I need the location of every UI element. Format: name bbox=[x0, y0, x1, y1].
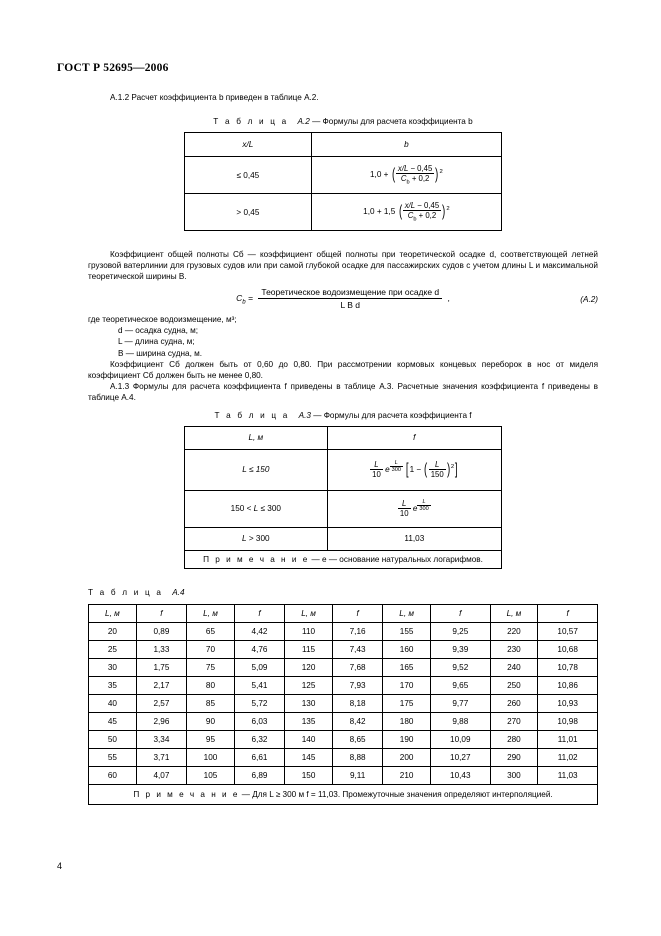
table-a3-header-f: f bbox=[327, 426, 501, 449]
cell: 7,93 bbox=[332, 676, 382, 694]
cell: 230 bbox=[490, 640, 538, 658]
table-a4-header-8: L, м bbox=[490, 604, 538, 622]
table-a2-formula-1: 1,0 + ( $\frac{x/L - 0,45}{C_b + 0,2}$ )$^2$ bbox=[311, 157, 501, 194]
paragraph-cb-range: Коэффициент Cб должен быть от 0,60 до 0,80. При рассмотрении кормовых концевых переборок в нос от миделя коэффициент Cб должен быть не менее 0,80. bbox=[88, 359, 598, 380]
cell: 190 bbox=[383, 730, 431, 748]
table-row bbox=[185, 194, 502, 231]
cell: 0,89 bbox=[136, 622, 186, 640]
cell: 220 bbox=[490, 622, 538, 640]
cell: 170 bbox=[383, 676, 431, 694]
cell: 60 bbox=[89, 766, 137, 784]
cell: 9,65 bbox=[431, 676, 490, 694]
cell: 10,57 bbox=[538, 622, 598, 640]
table-a3-value-3: 11,03 bbox=[327, 527, 501, 550]
cell: 140 bbox=[285, 730, 333, 748]
table-row bbox=[185, 157, 502, 194]
paragraph-where: где теоретическое водоизмещение, м³; bbox=[88, 315, 237, 325]
paragraph-a12: А.1.2 Расчет коэффициента b приведен в таблице А.2. bbox=[110, 93, 319, 102]
cell: 20 bbox=[89, 622, 137, 640]
table-row bbox=[89, 622, 598, 640]
table-a2-cond-2: > 0,45 bbox=[185, 194, 312, 231]
cell: 9,52 bbox=[431, 658, 490, 676]
table-a3-formula-2: $\frac{L}{10}$ e $^{\frac{L}{300}}$ bbox=[327, 490, 501, 527]
cell: 55 bbox=[89, 748, 137, 766]
cell: 9,25 bbox=[431, 622, 490, 640]
cell: 145 bbox=[285, 748, 333, 766]
table-a3-cond-2: 150 < L ≤ 300 bbox=[185, 490, 328, 527]
table-a4-header-7: f bbox=[431, 604, 490, 622]
table-a4 bbox=[88, 604, 598, 805]
table-a2-header-b: b bbox=[311, 133, 501, 157]
table-row bbox=[185, 490, 502, 527]
cell: 1,75 bbox=[136, 658, 186, 676]
cell: 110 bbox=[285, 622, 333, 640]
cell: 240 bbox=[490, 658, 538, 676]
table-a3-caption: Т а б л и ц а А.3 — Формулы для расчета коэффициента f bbox=[214, 410, 472, 420]
cell: 65 bbox=[187, 622, 235, 640]
cell: 200 bbox=[383, 748, 431, 766]
cell: 120 bbox=[285, 658, 333, 676]
cell: 150 bbox=[285, 766, 333, 784]
cell: 125 bbox=[285, 676, 333, 694]
table-row bbox=[89, 676, 598, 694]
cell: 105 bbox=[187, 766, 235, 784]
cell: 9,77 bbox=[431, 694, 490, 712]
table-row bbox=[89, 658, 598, 676]
table-a3-cond-1: L ≤ 150 bbox=[185, 449, 328, 490]
cell: 6,89 bbox=[234, 766, 284, 784]
cell: 10,09 bbox=[431, 730, 490, 748]
table-a2-cond-1: ≤ 0,45 bbox=[185, 157, 312, 194]
table-a4-header-6: L, м bbox=[383, 604, 431, 622]
cell: 2,57 bbox=[136, 694, 186, 712]
table-a2-formula-2: 1,0 + 1,5 ( $\frac{x/L - 0,45}{C_b + 0,2}$ )$^2$ bbox=[311, 194, 501, 231]
cell: 8,42 bbox=[332, 712, 382, 730]
table-row bbox=[185, 449, 502, 490]
table-row bbox=[89, 640, 598, 658]
cell: 35 bbox=[89, 676, 137, 694]
definition-B: B — ширина судна, м. bbox=[118, 348, 203, 358]
cell: 30 bbox=[89, 658, 137, 676]
cell: 4,07 bbox=[136, 766, 186, 784]
formula-a2-denominator: L B d bbox=[340, 300, 361, 311]
cell: 5,09 bbox=[234, 658, 284, 676]
paragraph-a13: А.1.3 Формулы для расчета коэффициента f приведены в таблице А.3. Расчетные значения коэффициента f приведены в таблице А.4. bbox=[88, 381, 598, 402]
table-a4-header-1: f bbox=[136, 604, 186, 622]
cell: 9,39 bbox=[431, 640, 490, 658]
table-row bbox=[89, 748, 598, 766]
cell: 50 bbox=[89, 730, 137, 748]
cell: 3,71 bbox=[136, 748, 186, 766]
table-a4-header-4: L, м bbox=[285, 604, 333, 622]
table-a3-header-L: L, м bbox=[185, 426, 328, 449]
cell: 10,68 bbox=[538, 640, 598, 658]
cell: 75 bbox=[187, 658, 235, 676]
formula-a2-numerator: Теоретическое водоизмещение при осадке d bbox=[258, 287, 442, 299]
cell: 290 bbox=[490, 748, 538, 766]
table-row bbox=[89, 766, 598, 784]
page-number: 4 bbox=[57, 861, 63, 871]
table-a3 bbox=[184, 426, 502, 569]
cell: 70 bbox=[187, 640, 235, 658]
table-a4-header-3: f bbox=[234, 604, 284, 622]
table-a4-header-5: f bbox=[332, 604, 382, 622]
cell: 165 bbox=[383, 658, 431, 676]
table-row bbox=[185, 133, 502, 157]
cell: 2,17 bbox=[136, 676, 186, 694]
cell: 155 bbox=[383, 622, 431, 640]
cell: 175 bbox=[383, 694, 431, 712]
cell: 45 bbox=[89, 712, 137, 730]
table-row bbox=[185, 527, 502, 550]
cell: 10,27 bbox=[431, 748, 490, 766]
cell: 10,78 bbox=[538, 658, 598, 676]
cell: 135 bbox=[285, 712, 333, 730]
cell: 5,41 bbox=[234, 676, 284, 694]
table-row bbox=[185, 550, 502, 568]
cell: 40 bbox=[89, 694, 137, 712]
table-a2 bbox=[184, 132, 502, 231]
cell: 180 bbox=[383, 712, 431, 730]
cell: 250 bbox=[490, 676, 538, 694]
table-a4-header-0: L, м bbox=[89, 604, 137, 622]
cell: 10,43 bbox=[431, 766, 490, 784]
cell: 10,93 bbox=[538, 694, 598, 712]
cell: 11,02 bbox=[538, 748, 598, 766]
table-a4-note: П р и м е ч а н и е — Для L ≥ 300 м f = 11,03. Промежуточные значения определяют интерполяцией. bbox=[89, 784, 598, 804]
table-row bbox=[89, 712, 598, 730]
cell: 25 bbox=[89, 640, 137, 658]
table-a4-caption: Т а б л и ц а А.4 bbox=[88, 587, 185, 597]
table-row bbox=[89, 604, 598, 622]
cell: 100 bbox=[187, 748, 235, 766]
cell: 85 bbox=[187, 694, 235, 712]
definition-L: L — длина судна, м; bbox=[118, 337, 195, 347]
table-row bbox=[89, 784, 598, 804]
formula-a2: $C_b$ = $\frac{\text{Теоретическое водоизмещение при осадке d}}{\text{L B d}}$ , (А.2) bbox=[236, 287, 598, 311]
page-content bbox=[88, 92, 598, 805]
cell: 7,43 bbox=[332, 640, 382, 658]
table-a4-header-9: f bbox=[538, 604, 598, 622]
cell: 11,03 bbox=[538, 766, 598, 784]
cell: 10,86 bbox=[538, 676, 598, 694]
cell: 1,33 bbox=[136, 640, 186, 658]
cell: 2,96 bbox=[136, 712, 186, 730]
page-header: ГОСТ Р 52695—2006 bbox=[57, 62, 169, 74]
table-a2-caption: Т а б л и ц а А.2 — Формулы для расчета коэффициента b bbox=[213, 117, 473, 127]
cell: 8,88 bbox=[332, 748, 382, 766]
cell: 8,18 bbox=[332, 694, 382, 712]
table-a3-cond-3: L > 300 bbox=[185, 527, 328, 550]
cell: 4,42 bbox=[234, 622, 284, 640]
cell: 210 bbox=[383, 766, 431, 784]
cell: 9,11 bbox=[332, 766, 382, 784]
cell: 4,76 bbox=[234, 640, 284, 658]
cell: 8,65 bbox=[332, 730, 382, 748]
table-a2-header-xl: x/L bbox=[185, 133, 312, 157]
cell: 11,01 bbox=[538, 730, 598, 748]
cell: 160 bbox=[383, 640, 431, 658]
cell: 90 bbox=[187, 712, 235, 730]
cell: 6,61 bbox=[234, 748, 284, 766]
cell: 95 bbox=[187, 730, 235, 748]
cell: 7,16 bbox=[332, 622, 382, 640]
cell: 270 bbox=[490, 712, 538, 730]
cell: 3,34 bbox=[136, 730, 186, 748]
cell: 130 bbox=[285, 694, 333, 712]
formula-a2-number: (А.2) bbox=[580, 295, 598, 305]
cell: 115 bbox=[285, 640, 333, 658]
table-a4-header-2: L, м bbox=[187, 604, 235, 622]
cell: 10,98 bbox=[538, 712, 598, 730]
cell: 5,72 bbox=[234, 694, 284, 712]
cell: 9,88 bbox=[431, 712, 490, 730]
table-a3-note: П р и м е ч а н и е — e — основание натуральных логарифмов. bbox=[185, 550, 502, 568]
definition-d: d — осадка судна, м; bbox=[118, 326, 199, 336]
cell: 280 bbox=[490, 730, 538, 748]
table-row bbox=[89, 694, 598, 712]
cell: 6,32 bbox=[234, 730, 284, 748]
cell: 260 bbox=[490, 694, 538, 712]
paragraph-cb-definition: Коэффициент общей полноты Cб — коэффициент общей полноты при теоретической осадке d, соответствующей летней грузовой ватерлинии для грузовых судов или при самой глубокой осадке для пассажирских судов с учетом длины L и максимальной теоретической ширины B. bbox=[88, 250, 598, 282]
table-a3-formula-1: $\frac{L}{10}$ e $^{\frac{L}{300}}$ [1 − ( $\frac{L}{150}$ )$^2$] bbox=[327, 449, 501, 490]
cell: 80 bbox=[187, 676, 235, 694]
table-row bbox=[89, 730, 598, 748]
cell: 7,68 bbox=[332, 658, 382, 676]
cell: 6,03 bbox=[234, 712, 284, 730]
table-row bbox=[185, 426, 502, 449]
cell: 300 bbox=[490, 766, 538, 784]
